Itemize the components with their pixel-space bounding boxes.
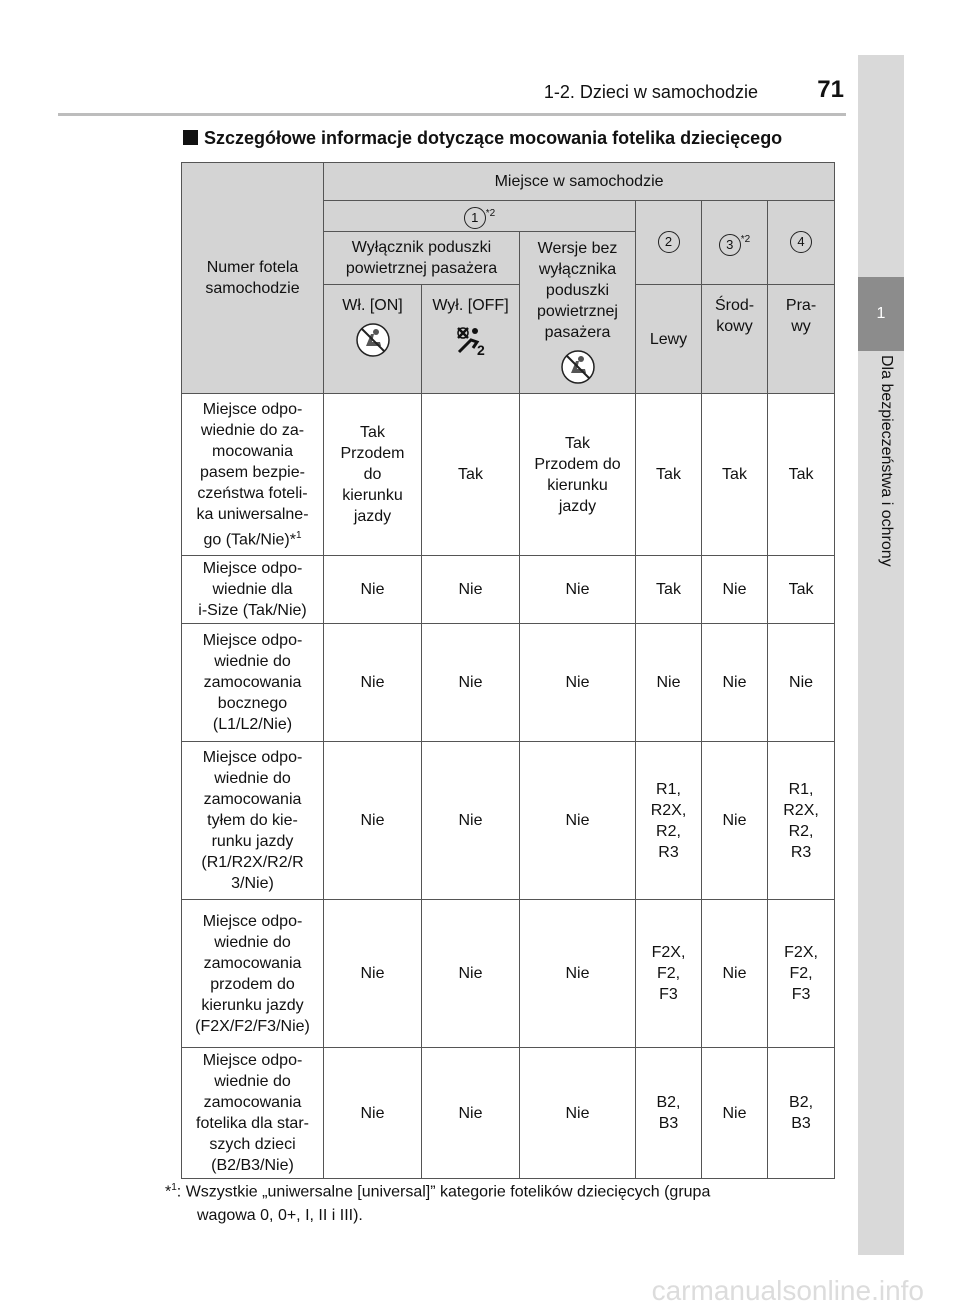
row-label-line [185, 441, 320, 462]
row-label-text: wiednie do [214, 933, 291, 951]
table-cell [636, 624, 702, 742]
row-label-line [185, 462, 320, 483]
table-cell [768, 556, 835, 624]
table-cell [324, 556, 422, 624]
cell-line: Nie [458, 965, 483, 983]
row-label-text: zamocowania [203, 1094, 302, 1112]
cell-line: do [363, 466, 382, 484]
footnote-line-1 [165, 1176, 845, 1204]
cell-line: Nie [360, 812, 385, 830]
row-label-text: Miejsce odpo- [202, 401, 303, 419]
row-label-line [185, 525, 320, 550]
row-label-line [185, 579, 320, 600]
row-label-line [185, 1092, 320, 1113]
footnote-marker: * [165, 1183, 172, 1201]
table-cell [768, 1048, 835, 1179]
table-cell [768, 900, 835, 1048]
airbag-off-icon [453, 322, 489, 358]
cell-line: Tak [458, 466, 483, 484]
cell-line: R1, [788, 780, 814, 798]
row-label-text: wiednie do [214, 653, 291, 671]
header-right [768, 284, 835, 393]
table-cell [636, 556, 702, 624]
cell-line: Nie [722, 812, 747, 830]
airbag-switch-line: powietrznej pasażera [345, 260, 498, 278]
section-reference: 1-2. Dzieci w samochodzie [543, 82, 758, 102]
cell-line: Nie [722, 581, 747, 599]
row-label-line [185, 932, 320, 953]
footnote [165, 1176, 845, 1228]
row-label-text: Miejsce odpo- [202, 632, 303, 650]
table-cell [702, 1048, 768, 1179]
row-label-text: ka uniwersalne- [196, 506, 309, 524]
row-label-line [185, 873, 320, 894]
section-heading [183, 128, 782, 149]
table-row [182, 900, 835, 1048]
header-center [702, 284, 768, 393]
row-label-line [185, 1155, 320, 1176]
cell-line: Nie [360, 581, 385, 599]
table-cell [702, 624, 768, 742]
no-switch-line: powietrznej [537, 303, 618, 321]
cell-line: Tak [788, 466, 814, 484]
table-cell [520, 624, 636, 742]
table-cell [768, 394, 835, 556]
footnote-1-ref: 1 [295, 530, 302, 542]
table-cell [324, 394, 422, 556]
row-label-text: czeństwa foteli- [197, 485, 308, 503]
header-airbag-off [422, 284, 520, 393]
cell-line: B3 [791, 1115, 811, 1133]
row-label [182, 394, 324, 556]
row-label-line [185, 399, 320, 420]
cell-line: Przodem do [534, 455, 621, 473]
header-airbag-switch [324, 232, 520, 285]
cell-line: Nie [565, 674, 590, 692]
table-cell [422, 624, 520, 742]
cell-line: Tak [565, 434, 590, 452]
cell-line: F2, [656, 965, 681, 983]
row-label-text: bocznego [217, 695, 288, 713]
row-label-line [185, 420, 320, 441]
cell-line: R1, [656, 780, 681, 798]
table-row [182, 742, 835, 900]
row-label-text: (L1/L2/Nie) [212, 716, 293, 734]
row-label-line [185, 1016, 320, 1037]
cell-line: R2X, [650, 801, 687, 819]
table-cell [324, 1048, 422, 1179]
row-label-text: Miejsce odpo- [202, 1052, 303, 1070]
row-label-text: pasem bezpie- [200, 464, 305, 482]
cell-line: Nie [722, 1104, 747, 1122]
table-cell [422, 742, 520, 900]
row-label-text: (B2/B3/Nie) [211, 1157, 294, 1175]
table-cell [520, 742, 636, 900]
cell-line: Tak [788, 581, 814, 599]
row-label-text: zamocowania [203, 791, 302, 809]
cell-line: B2, [656, 1094, 681, 1112]
table-cell [520, 394, 636, 556]
row-label-line [185, 911, 320, 932]
cell-line: Tak [360, 424, 385, 442]
section-heading-text: Szczegółowe informacje dotyczące mocowania fotelika dziecięcego [204, 128, 783, 148]
table-cell [768, 742, 835, 900]
cell-line: Nie [565, 581, 590, 599]
cell-line: B3 [658, 1115, 679, 1133]
row-label [182, 1048, 324, 1179]
table-cell [520, 1048, 636, 1179]
cell-line: R2, [656, 822, 681, 840]
table-row [182, 1048, 835, 1179]
row-label-line [185, 504, 320, 525]
table-body [182, 394, 835, 1179]
cell-line: jazdy [353, 508, 392, 526]
table-cell [702, 742, 768, 900]
row-label-text: mocowania [212, 443, 293, 461]
no-switch-line: Wersje bez [537, 240, 618, 258]
header-airbag-on [324, 284, 422, 393]
right-line: Pra- [785, 296, 817, 314]
row-label-line [185, 600, 320, 621]
table-cell [702, 556, 768, 624]
cell-line: Nie [458, 812, 483, 830]
table-cell [520, 900, 636, 1048]
row-label-line [185, 651, 320, 672]
row-label-text: Miejsce odpo- [202, 560, 303, 578]
row-label-text: zamocowania [203, 954, 302, 972]
cell-line: B2, [789, 1094, 814, 1112]
table-cell [422, 1048, 520, 1179]
chapter-title: Dla bezpieczeństwa i ochrony [878, 355, 895, 567]
cell-line: Przodem [340, 445, 405, 463]
row-label-text: wiednie dla [212, 581, 293, 599]
row-label-line [185, 768, 320, 789]
header-left: Lewy [636, 284, 702, 393]
cell-line: Nie [722, 674, 747, 692]
cell-line: Nie [565, 812, 590, 830]
position-3-marker: 3 [719, 234, 741, 256]
cell-line: R3 [658, 843, 679, 861]
table-cell [636, 900, 702, 1048]
row-label-text: wiednie do [214, 770, 291, 788]
cell-line: R3 [790, 843, 812, 861]
cell-line: kierunku [342, 487, 403, 505]
cell-line: Nie [789, 674, 814, 692]
table-row [182, 394, 835, 556]
cell-line: F2, [789, 965, 813, 983]
airbag-switch-line: Wyłącznik poduszki [351, 239, 492, 257]
row-label-text: szych dzieci [209, 1136, 296, 1154]
table-cell [324, 624, 422, 742]
header-position-4 [768, 201, 835, 285]
cell-line: Nie [360, 1104, 385, 1122]
row-label-text: zamocowania [203, 674, 302, 692]
row-label-line [185, 693, 320, 714]
row-label-text: runku jazdy [211, 833, 294, 851]
airbag-on-label: Wł. [ON] [342, 296, 403, 314]
row-label-text: kierunku jazdy [201, 996, 304, 1014]
cell-line: jazdy [558, 497, 597, 515]
footnote-2-ref: *2 [485, 208, 496, 219]
header-seat-number [182, 163, 324, 394]
header-seat-number-line: samochodzie [205, 280, 300, 298]
svg-text:2: 2 [476, 341, 485, 358]
center-line: Środ- [714, 296, 755, 314]
row-label-line [185, 974, 320, 995]
row-label-text: 3/Nie) [231, 875, 274, 893]
row-label-line [185, 810, 320, 831]
cell-line: Tak [722, 466, 747, 484]
table-cell [636, 1048, 702, 1179]
cell-line: F2X, [651, 944, 686, 962]
center-line: kowy [716, 317, 753, 335]
row-label-text: Miejsce odpo- [202, 749, 303, 767]
row-label-line [185, 558, 320, 579]
page-header [58, 76, 846, 116]
cell-line: Nie [360, 674, 385, 692]
header-seat-number-line: Numer fotela [206, 259, 299, 277]
no-switch-line: pasażera [544, 324, 611, 342]
no-switch-line: poduszki [545, 282, 610, 300]
table-cell [520, 556, 636, 624]
right-line: wy [791, 317, 811, 335]
row-label-text: wiednie do [214, 1073, 291, 1091]
cell-line: Tak [656, 466, 681, 484]
row-label-text: przodem do [210, 975, 295, 993]
page-number: 71 [817, 76, 844, 103]
child-seat-table [181, 162, 835, 1179]
row-label-line [185, 852, 320, 873]
row-label-text: fotelika dla star- [196, 1115, 309, 1133]
row-label-line [185, 483, 320, 504]
row-label-text: wiednie do za- [200, 422, 305, 440]
table-cell [702, 394, 768, 556]
cell-line: Nie [722, 965, 747, 983]
row-label [182, 624, 324, 742]
footnote-marker-sup: 1 [171, 1182, 177, 1193]
cell-line: F3 [791, 986, 811, 1004]
row-label-text: Miejsce odpo- [202, 912, 303, 930]
row-label-line [185, 953, 320, 974]
row-label-line [185, 672, 320, 693]
header-position-2 [636, 201, 702, 285]
airbag-off-label: Wył. [OFF] [432, 296, 509, 314]
row-label-text: tyłem do kie- [207, 812, 298, 830]
row-label-line [185, 747, 320, 768]
header-position-1 [324, 201, 636, 232]
table-cell [702, 900, 768, 1048]
row-label-line [185, 630, 320, 651]
side-tab [858, 55, 904, 1255]
airbag-absent-icon [560, 349, 596, 385]
header-position-3 [702, 201, 768, 285]
header-places: Miejsce w samochodzie [324, 163, 835, 201]
cell-line: Nie [458, 581, 483, 599]
watermark: carmanualsonline.info [651, 1275, 924, 1306]
table-row [182, 624, 835, 742]
square-bullet-icon [183, 130, 198, 145]
cell-line: Nie [458, 1104, 483, 1122]
row-label-line [185, 1113, 320, 1134]
cell-line: Nie [458, 674, 483, 692]
table-cell [422, 556, 520, 624]
row-label-line [185, 1071, 320, 1092]
cell-line: F2X, [784, 944, 818, 962]
cell-line: Nie [656, 674, 681, 692]
position-2-marker: 2 [658, 231, 680, 253]
chapter-number: 1 [858, 277, 904, 351]
row-label-text: go (Tak/Nie)* [203, 531, 296, 549]
row-label [182, 742, 324, 900]
position-1-marker: 1 [464, 207, 486, 229]
cell-line: R2, [788, 822, 814, 840]
row-label-text: (R1/R2X/R2/R [201, 854, 304, 872]
table-cell [422, 900, 520, 1048]
footnote-2-ref: *2 [740, 234, 751, 246]
cell-line: Nie [565, 965, 590, 983]
table-cell [768, 624, 835, 742]
header-no-airbag-switch [520, 232, 636, 394]
row-label-line [185, 831, 320, 852]
row-label-line [185, 789, 320, 810]
row-label-text: i-Size (Tak/Nie) [198, 602, 307, 620]
table-cell [324, 900, 422, 1048]
row-label [182, 900, 324, 1048]
cell-line: Tak [656, 581, 681, 599]
row-label [182, 556, 324, 624]
position-4-marker: 4 [790, 231, 812, 253]
row-label-text: (F2X/F2/F3/Nie) [195, 1017, 310, 1035]
table-cell [636, 742, 702, 900]
row-label-line [185, 1134, 320, 1155]
table-row [182, 556, 835, 624]
cell-line: F3 [659, 986, 678, 1004]
row-label-line [185, 1050, 320, 1071]
cell-line: R2X, [783, 801, 819, 819]
table-cell [324, 742, 422, 900]
footnote-line-2: wagowa 0, 0+, I, II i III). [197, 1207, 363, 1225]
airbag-on-icon [355, 322, 391, 358]
cell-line: kierunku [547, 476, 608, 494]
footnote-text-1: : Wszystkie „uniwersalne [universal]” kategorie fotelików dziecięcych (grupa [176, 1183, 711, 1201]
row-label-line [185, 995, 320, 1016]
row-label-line [185, 714, 320, 735]
table-cell [636, 394, 702, 556]
cell-line: Nie [360, 965, 385, 983]
table-cell [422, 394, 520, 556]
cell-line: Nie [565, 1104, 590, 1122]
no-switch-line: wyłącznika [538, 261, 617, 279]
header-rule [58, 113, 846, 116]
